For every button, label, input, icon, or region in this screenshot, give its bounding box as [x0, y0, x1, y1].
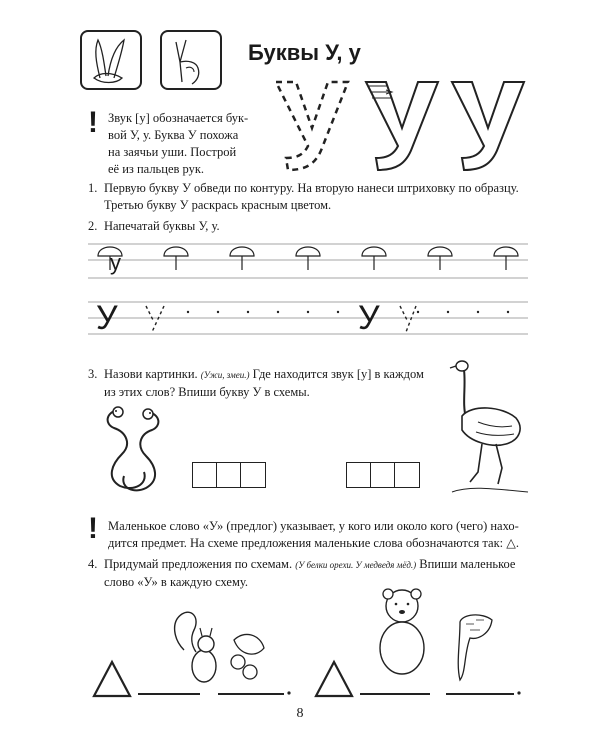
sentence-schema-2: [310, 584, 530, 700]
preposition-triangle[interactable]: [316, 662, 352, 696]
umbrella-icon: [494, 247, 518, 270]
preposition-triangle[interactable]: [94, 662, 130, 696]
dot-guides: [187, 311, 509, 313]
intro-line: вой У, у. Буква У похожа: [108, 128, 239, 142]
note2-text: [108, 518, 578, 552]
schema-cell[interactable]: [346, 462, 372, 488]
task2-text: Напечатай буквы У, у.: [104, 219, 220, 233]
writing-lines-big: [88, 292, 528, 342]
hand-gesture-icon: [162, 32, 220, 88]
rabbit-ears-picture-box: [80, 30, 142, 90]
task1-number: 1.: [88, 181, 98, 195]
schema-cell[interactable]: [370, 462, 396, 488]
umbrella-icon: [428, 247, 452, 270]
task3-line1: [104, 366, 434, 384]
task3-number: 3.: [88, 367, 98, 381]
ostrich-illustration: [448, 356, 532, 500]
sample-big-letter-2: У: [358, 299, 380, 337]
task4-line2: слово «У» в каждую схему.: [104, 575, 248, 589]
note2-line: Маленькое слово «У» (предлог) указывает, у кого или около кого (чего) нахо-: [108, 519, 519, 533]
squirrel-icon: [175, 612, 216, 682]
task3-text: [104, 366, 434, 401]
sample-small-letter: у: [110, 250, 121, 275]
nuts-icon: [231, 634, 264, 679]
task4-number: 4.: [88, 557, 98, 571]
attention-icon-2: !: [88, 512, 98, 545]
intro-line: на заячьи уши. Построй: [108, 145, 237, 159]
umbrella-icon: [164, 247, 188, 270]
task4-text-b: Впиши маленькое: [416, 557, 516, 571]
task1-line: Первую букву У обведи по контуру. На вторую нанеси штриховку по образцу.: [104, 181, 519, 195]
writing-lines-umbrella: [88, 236, 528, 290]
big-letter-dashed: [276, 82, 348, 170]
hand-gesture-picture-box: [160, 30, 222, 90]
task1-line: Третью букву У раскрась красным цветом.: [104, 198, 332, 212]
page-number: 8: [296, 706, 304, 721]
umbrella-icon: [362, 247, 386, 270]
task4-line1: [104, 556, 564, 574]
sample-big-letter: У: [96, 299, 118, 337]
intro-line: Звук [у] обозначается бук-: [108, 111, 249, 125]
umbrella-icon: [296, 247, 320, 270]
task3-hint: (Ужи, змеи.): [200, 370, 250, 380]
note2-line: дится предмет. На схеме предложения маленькие слова обозначаются так: △.: [108, 536, 519, 550]
task3-line2: из этих слов? Впиши букву У в схемы.: [104, 385, 310, 399]
schema-cell[interactable]: [192, 462, 218, 488]
task2-number: 2.: [88, 219, 98, 233]
schema-cell[interactable]: [394, 462, 420, 488]
bear-cub-icon: [380, 589, 424, 674]
page-title: Буквы У, у: [248, 40, 361, 65]
big-letter-outline: [452, 82, 524, 170]
big-letters-area: [268, 72, 538, 182]
task3-text-b: Где находится звук [у] в каждом: [249, 367, 424, 381]
sentence-schema-1: [88, 600, 308, 700]
rabbit-ears-icon: [82, 32, 140, 88]
honey-comb-icon: [458, 615, 492, 680]
schema-cell[interactable]: [216, 462, 242, 488]
task4-hint: (У белки орехи. У медведя мёд.): [295, 560, 417, 570]
attention-icon: !: [88, 106, 98, 139]
snakes-illustration: [96, 400, 176, 500]
umbrella-icon: [230, 247, 254, 270]
intro-line: её из пальцев рук.: [108, 162, 205, 176]
task4-text-a: Придумай предложения по схемам.: [104, 557, 296, 571]
task3-text-a: Назови картинки.: [104, 367, 201, 381]
schema-cell[interactable]: [240, 462, 266, 488]
intro-note: [108, 110, 278, 178]
big-letter-hatched: [366, 82, 438, 170]
task1-text: [104, 180, 564, 214]
